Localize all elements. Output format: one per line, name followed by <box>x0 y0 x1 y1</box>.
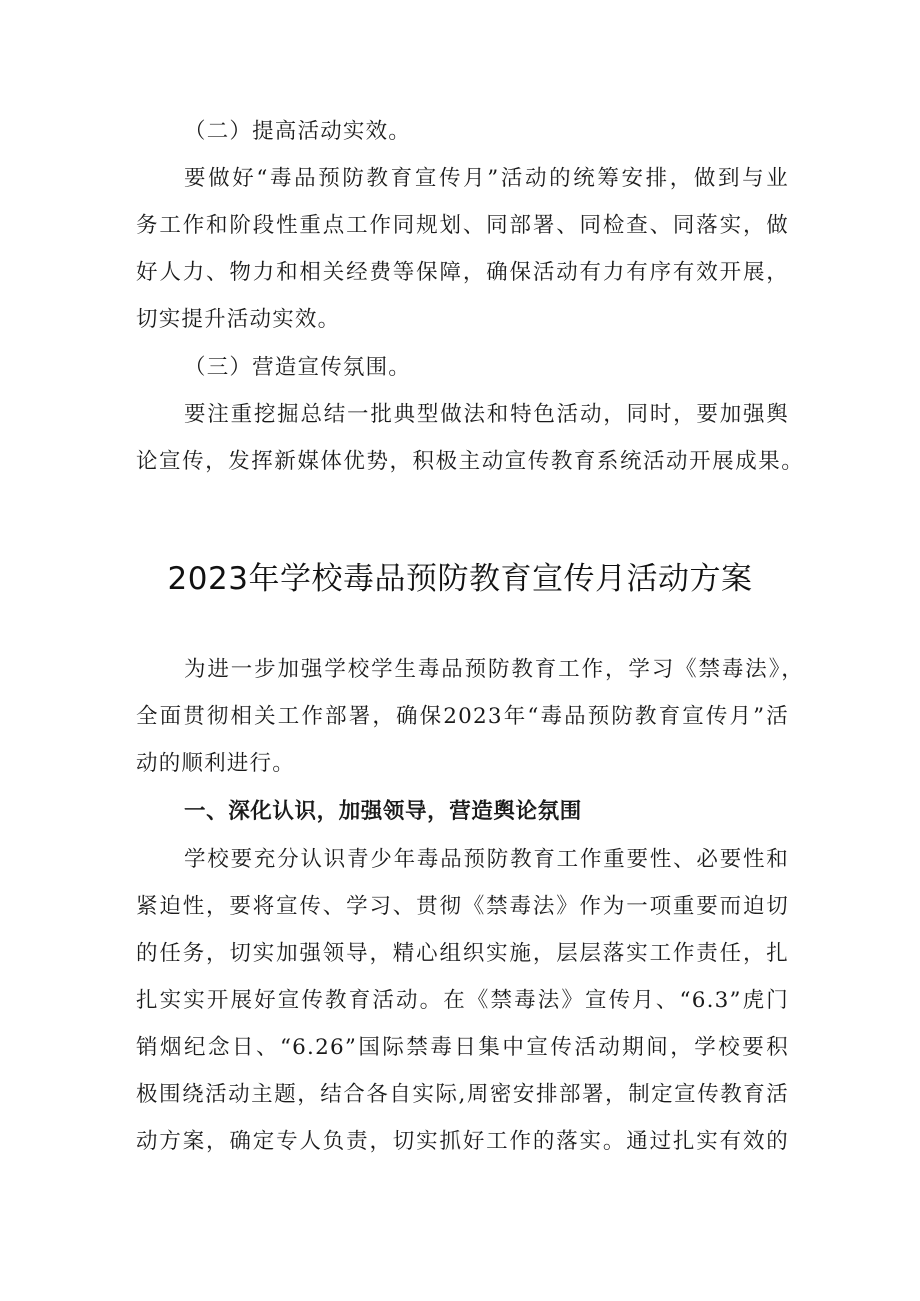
intro-line: 动的顺利进行。 <box>136 751 295 776</box>
paragraph-line: 销烟纪念日、“6.26”国际禁毒日集中宣传活动期间，学校要积 <box>136 1035 789 1060</box>
paragraph-line: 紧迫性，要将宣传、学习、贯彻《禁毒法》作为一项重要而迫切 <box>136 894 789 919</box>
paragraph-line: 的任务，切实加强领导，精心组织实施，层层落实工作责任，扎 <box>136 941 789 966</box>
paragraph-line: 务工作和阶段性重点工作同规划、同部署、同检查、同落实，做 <box>136 213 789 238</box>
intro-line: 为进一步加强学校学生毒品预防教育工作，学习《禁毒法》， <box>184 657 804 682</box>
paragraph-line: 要做好“毒品预防教育宣传月”活动的统筹安排，做到与业 <box>184 166 789 191</box>
paragraph-line: 论宣传，发挥新媒体优势，积极主动宣传教育系统活动开展成果。 <box>136 449 804 474</box>
subheading-create-atmosphere: （三）营造宣传氛围。 <box>184 355 412 380</box>
paragraph-line: 切实提升活动实效。 <box>136 307 341 332</box>
subheading-improve-effect: （二）提高活动实效。 <box>184 119 412 144</box>
paragraph-line: 极围绕活动主题，结合各自实际,周密安排部署，制定宣传教育活 <box>136 1082 789 1107</box>
paragraph-line: 要注重挖掘总结一批典型做法和特色活动，同时，要加强舆 <box>184 402 789 427</box>
intro-line: 全面贯彻相关工作部署，确保2023年“毒品预防教育宣传月”活 <box>136 704 789 729</box>
section-heading: 一、深化认识，加强领导，营造舆论氛围 <box>184 799 582 824</box>
paragraph-line: 学校要充分认识青少年毒品预防教育工作重要性、必要性和 <box>184 847 789 872</box>
paragraph-line: 好人力、物力和相关经费等保障，确保活动有力有序有效开展， <box>136 260 789 285</box>
document-title: 2023年学校毒品预防教育宣传月活动方案 <box>167 561 753 597</box>
paragraph-line: 扎实实开展好宣传教育活动。在《禁毒法》宣传月、“6.3”虎门 <box>136 988 789 1013</box>
paragraph-line: 动方案，确定专人负责，切实抓好工作的落实。通过扎实有效的 <box>136 1129 789 1154</box>
